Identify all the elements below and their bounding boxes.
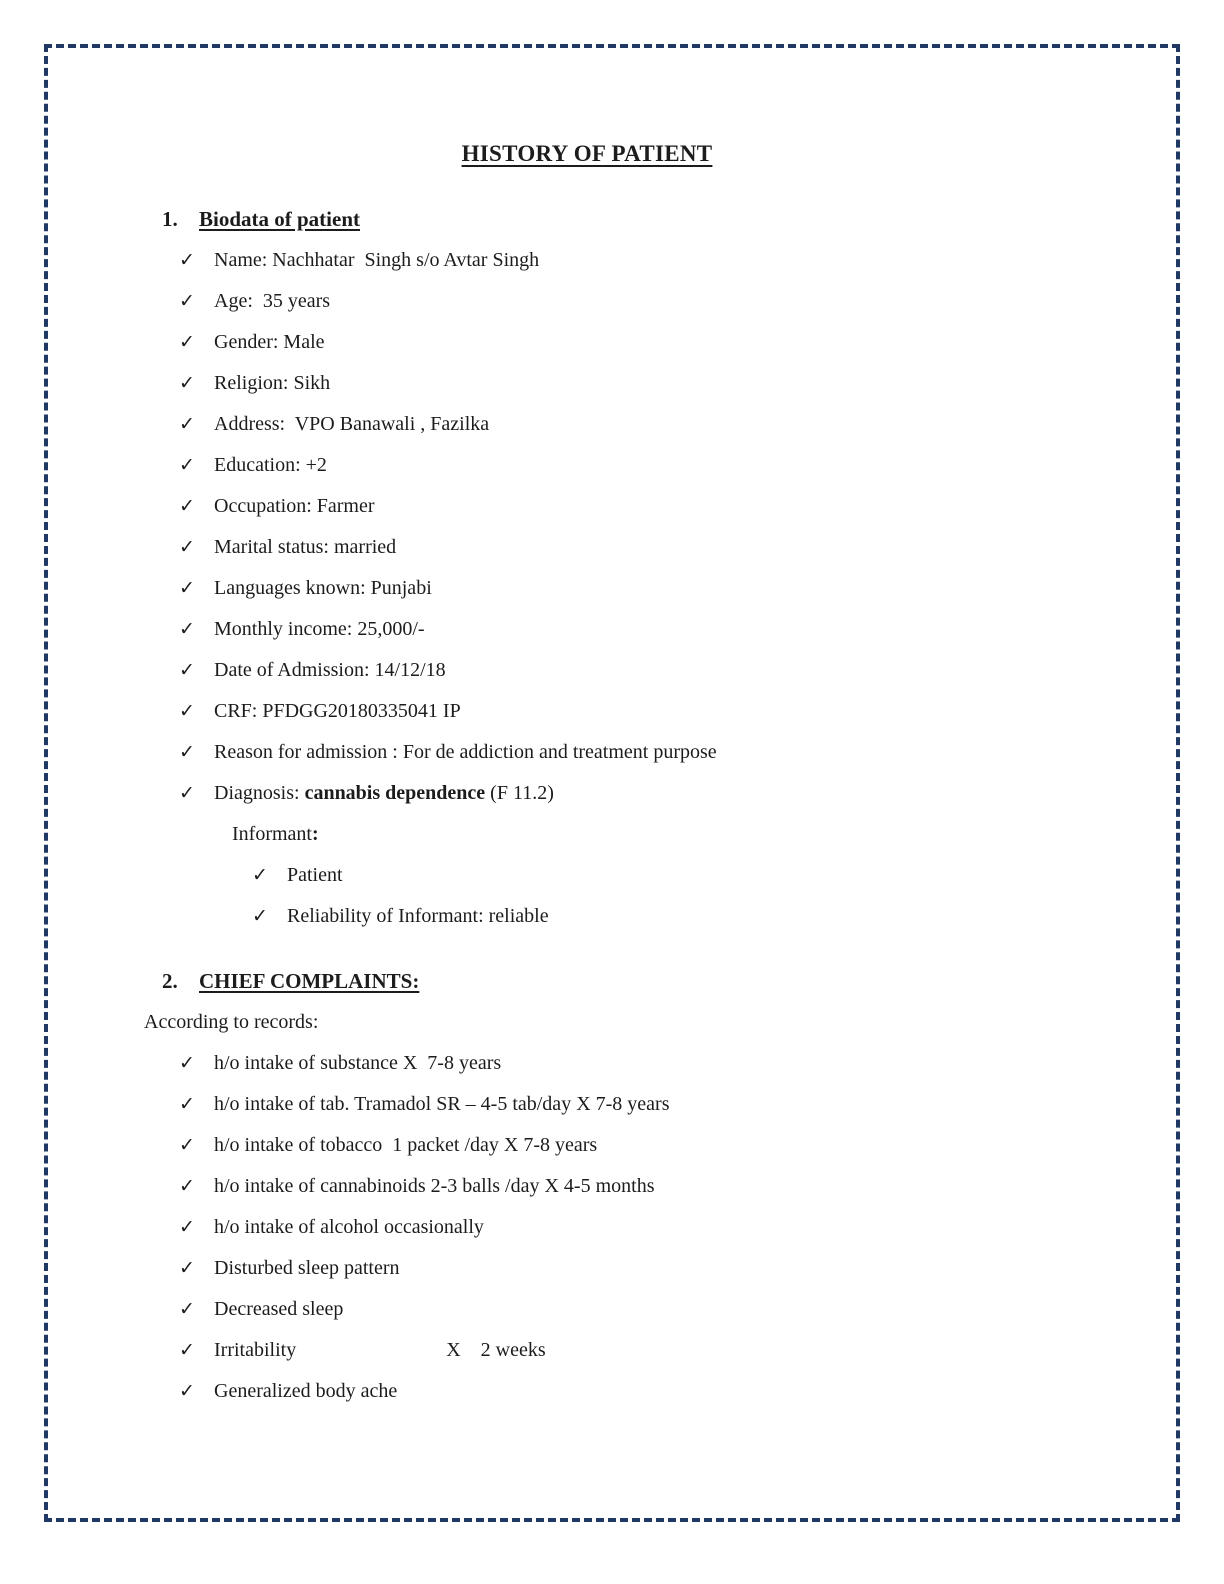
list-item-text: Patient [287,864,343,886]
list-item-substance [179,1052,1130,1075]
informant-colon: : [311,823,319,845]
list-item-text: h/o intake of tobacco 1 packet /day X 7-8 years [214,1134,598,1156]
informant-label [232,823,1130,846]
list-item-text: Generalized body ache [214,1380,398,1402]
list-item-text: Decreased sleep [214,1298,344,1320]
checkmark-icon: ✓ [179,496,195,517]
checkmark-icon: ✓ [179,783,195,804]
list-item-decreased-sleep [179,1298,1130,1321]
checkmark-icon: ✓ [179,742,195,763]
checkmark-icon: ✓ [179,1299,195,1320]
list-item-text: Education: +2 [214,454,327,476]
list-item-occupation [179,495,1130,518]
list-item-text: Marital status: married [214,536,397,558]
section-number: 1. [162,207,178,231]
section-heading-text: CHIEF COMPLAINTS: [199,969,420,993]
informant-text: Informant [232,823,312,845]
list-item-text: Address: VPO Banawali , Fazilka [214,413,490,435]
list-item-text: Reason for admission : For de addiction and treatment purpose [214,741,717,763]
list-item-text: Age: 35 years [214,290,331,312]
checkmark-icon: ✓ [179,332,195,353]
section-heading-complaints [162,968,1130,994]
list-item-admission-date [179,659,1130,682]
list-item-text: Name: Nachhatar Singh s/o Avtar Singh [214,249,540,271]
checkmark-icon: ✓ [179,291,195,312]
list-item-text: Religion: Sikh [214,372,331,394]
checkmark-icon: ✓ [179,1217,195,1238]
document-page [44,44,1180,1421]
page-title: HISTORY OF PATIENT [461,141,713,166]
list-item-text: Reliability of Informant: reliable [287,905,549,927]
checkmark-icon: ✓ [179,414,195,435]
list-item-text: h/o intake of tab. Tramadol SR – 4-5 tab/day X 7-8 years [214,1093,670,1115]
list-item-cannabinoids [179,1175,1130,1198]
list-item-religion [179,372,1130,395]
informant-list [252,864,1130,928]
list-item-income [179,618,1130,641]
list-item-education [179,454,1130,477]
complaints-list [179,1052,1130,1403]
checkmark-icon: ✓ [179,1340,195,1361]
list-item-diagnosis [179,782,1130,805]
list-item-text: Date of Admission: 14/12/18 [214,659,446,681]
checkmark-icon: ✓ [179,537,195,558]
checkmark-icon: ✓ [179,1094,195,1115]
list-item-text: Gender: Male [214,331,325,353]
list-item-text: Disturbed sleep pattern [214,1257,400,1279]
checkmark-icon: ✓ [179,1176,195,1197]
section-heading-text: Biodata of patient [199,207,361,231]
list-item-languages [179,577,1130,600]
list-item-text: h/o intake of alcohol occasionally [214,1216,484,1238]
list-item-text: h/o intake of substance X 7-8 years [214,1052,502,1074]
list-item-irritability [179,1339,1130,1362]
list-item-reason [179,741,1130,764]
list-item-address [179,413,1130,436]
list-item-age [179,290,1130,313]
section-heading-biodata [162,206,1130,232]
list-item-text: Languages known: Punjabi [214,577,432,599]
section-number: 2. [162,969,178,993]
diagnosis-suffix: (F 11.2) [485,782,554,804]
list-item-alcohol [179,1216,1130,1239]
list-item-text: Monthly income: 25,000/- [214,618,425,640]
checkmark-icon: ✓ [252,906,268,927]
checkmark-icon: ✓ [179,455,195,476]
list-item-tobacco [179,1134,1130,1157]
list-item-informant-reliability [252,905,1130,928]
checkmark-icon: ✓ [179,660,195,681]
complaints-intro: According to records: [144,1011,319,1033]
biodata-list [179,249,1130,805]
list-item-text [214,782,554,805]
checkmark-icon: ✓ [179,701,195,722]
checkmark-icon: ✓ [179,1135,195,1156]
diagnosis-prefix: Diagnosis: [214,782,305,804]
list-item-text: Occupation: Farmer [214,495,375,517]
list-item-informant-patient [252,864,1130,887]
list-item-marital-status [179,536,1130,559]
diagnosis-bold: cannabis dependence [304,782,486,804]
list-item-sleep-pattern [179,1257,1130,1280]
list-item-crf [179,700,1130,723]
checkmark-icon: ✓ [252,865,268,886]
checkmark-icon: ✓ [179,373,195,394]
checkmark-icon: ✓ [179,1381,195,1402]
list-item-name [179,249,1130,272]
checkmark-icon: ✓ [179,250,195,271]
list-item-gender [179,331,1130,354]
list-item-text: h/o intake of cannabinoids 2-3 balls /day X 4-5 months [214,1175,655,1197]
list-item-body-ache [179,1380,1130,1403]
checkmark-icon: ✓ [179,619,195,640]
checkmark-icon: ✓ [179,1258,195,1279]
list-item-text: Irritability X 2 weeks [214,1339,546,1361]
list-item-text: CRF: PFDGG20180335041 IP [214,700,461,722]
checkmark-icon: ✓ [179,1053,195,1074]
checkmark-icon: ✓ [179,578,195,599]
list-item-tramadol [179,1093,1130,1116]
